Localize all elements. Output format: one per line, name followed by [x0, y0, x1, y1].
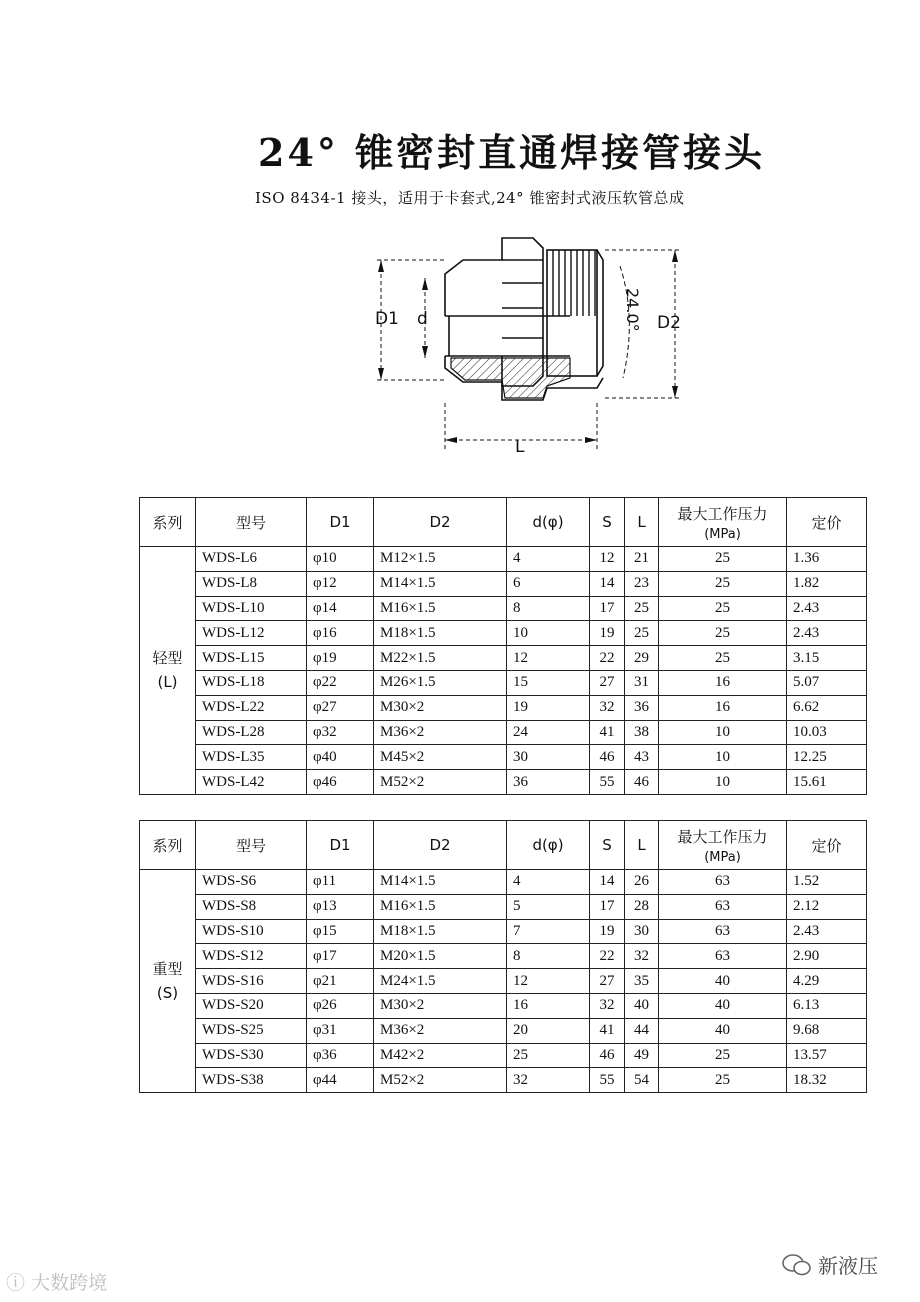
cell-d1: φ40: [307, 745, 374, 770]
cell-s: 22: [590, 944, 625, 969]
cell-s: 12: [590, 547, 625, 572]
table-row: [140, 745, 867, 770]
cell-model: WDS-L18: [196, 670, 307, 695]
table-row: [140, 993, 867, 1018]
cell-d1: φ22: [307, 670, 374, 695]
table-header-row: [140, 498, 867, 547]
cell-d1: φ32: [307, 720, 374, 745]
cell-model: WDS-L8: [196, 571, 307, 596]
cell-l: 46: [625, 770, 659, 795]
cell-model: WDS-L22: [196, 695, 307, 720]
cell-price: 4.29: [787, 969, 867, 994]
cell-model: WDS-S30: [196, 1043, 307, 1068]
cell-d1: φ27: [307, 695, 374, 720]
cell-pressure: 25: [659, 571, 787, 596]
table-row: [140, 646, 867, 671]
series-name: 轻型: [152, 649, 183, 668]
cell-d2: M14×1.5: [374, 870, 507, 895]
cell-price: 2.43: [787, 919, 867, 944]
series-name: 重型: [152, 960, 183, 979]
label-d2: D2: [657, 313, 681, 333]
header-pressure: [659, 821, 787, 870]
table-row: [140, 969, 867, 994]
cell-l: 25: [625, 621, 659, 646]
cell-d2: M36×2: [374, 720, 507, 745]
cell-price: 2.12: [787, 894, 867, 919]
header-d1: D1: [307, 821, 374, 870]
cell-d: 8: [507, 596, 590, 621]
table-row: [140, 571, 867, 596]
cell-s: 14: [590, 571, 625, 596]
page-subtitle: ISO 8434-1 接头，适用于卡套式,24° 锥密封式液压软管总成: [255, 189, 685, 207]
table-row: [140, 670, 867, 695]
cell-d: 8: [507, 944, 590, 969]
cell-model: WDS-S12: [196, 944, 307, 969]
cell-l: 29: [625, 646, 659, 671]
cell-price: 18.32: [787, 1068, 867, 1093]
header-d2: D2: [374, 821, 507, 870]
table-header-row: [140, 821, 867, 870]
cell-d: 4: [507, 547, 590, 572]
cell-d2: M26×1.5: [374, 670, 507, 695]
cell-price: 2.90: [787, 944, 867, 969]
cell-s: 41: [590, 720, 625, 745]
header-model: 型号: [196, 821, 307, 870]
cell-model: WDS-S38: [196, 1068, 307, 1093]
cell-price: 6.62: [787, 695, 867, 720]
cell-price: 12.25: [787, 745, 867, 770]
header-series: 系列: [140, 498, 196, 547]
cell-pressure: 16: [659, 695, 787, 720]
cell-price: 5.07: [787, 670, 867, 695]
cell-model: WDS-S25: [196, 1018, 307, 1043]
cell-d2: M12×1.5: [374, 547, 507, 572]
cell-d2: M30×2: [374, 993, 507, 1018]
cell-d2: M18×1.5: [374, 919, 507, 944]
table-row: [140, 695, 867, 720]
table-row: [140, 1018, 867, 1043]
series-cell: [140, 870, 196, 1093]
cell-d1: φ31: [307, 1018, 374, 1043]
table-row: [140, 894, 867, 919]
cell-pressure: 63: [659, 919, 787, 944]
header-d: d(φ): [507, 498, 590, 547]
header-pressure: [659, 498, 787, 547]
cell-pressure: 10: [659, 770, 787, 795]
cell-price: 13.57: [787, 1043, 867, 1068]
table-row: [140, 870, 867, 895]
cell-price: 1.82: [787, 571, 867, 596]
cell-pressure: 25: [659, 596, 787, 621]
cell-price: 10.03: [787, 720, 867, 745]
cell-l: 23: [625, 571, 659, 596]
cell-s: 41: [590, 1018, 625, 1043]
cell-model: WDS-L10: [196, 596, 307, 621]
cell-price: 2.43: [787, 621, 867, 646]
header-pressure-line2: (MPa): [704, 526, 741, 542]
cell-model: WDS-L6: [196, 547, 307, 572]
cell-d2: M14×1.5: [374, 571, 507, 596]
cell-d: 25: [507, 1043, 590, 1068]
cell-s: 27: [590, 969, 625, 994]
cell-pressure: 63: [659, 870, 787, 895]
cell-l: 44: [625, 1018, 659, 1043]
cell-d: 12: [507, 969, 590, 994]
fitting-drawing: [365, 228, 695, 458]
cell-model: WDS-S10: [196, 919, 307, 944]
cell-d2: M52×2: [374, 770, 507, 795]
cell-price: 1.36: [787, 547, 867, 572]
cell-d: 20: [507, 1018, 590, 1043]
cell-d1: φ11: [307, 870, 374, 895]
cell-d: 6: [507, 571, 590, 596]
cell-d: 32: [507, 1068, 590, 1093]
cell-pressure: 63: [659, 894, 787, 919]
cell-d1: φ17: [307, 944, 374, 969]
cell-d: 30: [507, 745, 590, 770]
header-l: L: [625, 821, 659, 870]
table-row: [140, 1043, 867, 1068]
cell-pressure: 10: [659, 745, 787, 770]
cell-s: 17: [590, 596, 625, 621]
cell-s: 55: [590, 1068, 625, 1093]
header-model: 型号: [196, 498, 307, 547]
cell-d1: φ46: [307, 770, 374, 795]
header-price: 定价: [787, 821, 867, 870]
cell-d1: φ16: [307, 621, 374, 646]
cell-s: 19: [590, 919, 625, 944]
table-row: [140, 547, 867, 572]
watermark-right-text: 新液压: [818, 1254, 878, 1278]
cell-pressure: 25: [659, 621, 787, 646]
label-d: d: [417, 309, 428, 329]
cell-d2: M45×2: [374, 745, 507, 770]
label-angle: 24.0°: [623, 288, 642, 332]
cell-pressure: 63: [659, 944, 787, 969]
cell-d2: M36×2: [374, 1018, 507, 1043]
cell-model: WDS-S20: [196, 993, 307, 1018]
cell-d1: φ26: [307, 993, 374, 1018]
header-d: d(φ): [507, 821, 590, 870]
cell-s: 32: [590, 993, 625, 1018]
cell-s: 14: [590, 870, 625, 895]
cell-pressure: 40: [659, 1018, 787, 1043]
cell-l: 21: [625, 547, 659, 572]
cell-model: WDS-S16: [196, 969, 307, 994]
table-row: [140, 596, 867, 621]
header-price: 定价: [787, 498, 867, 547]
label-d1: D1: [375, 309, 399, 329]
header-series: 系列: [140, 821, 196, 870]
cell-l: 25: [625, 596, 659, 621]
table-row: [140, 720, 867, 745]
cell-d: 5: [507, 894, 590, 919]
cell-d2: M30×2: [374, 695, 507, 720]
cell-model: WDS-L12: [196, 621, 307, 646]
cell-s: 46: [590, 1043, 625, 1068]
cell-d1: φ36: [307, 1043, 374, 1068]
table-row: [140, 944, 867, 969]
header-pressure-line1: 最大工作压力: [677, 827, 768, 846]
cell-d: 15: [507, 670, 590, 695]
cell-d1: φ21: [307, 969, 374, 994]
cell-l: 38: [625, 720, 659, 745]
header-pressure-line1: 最大工作压力: [677, 504, 768, 523]
table-row: [140, 1068, 867, 1093]
cell-pressure: 25: [659, 547, 787, 572]
logo-icon: ⓘ: [6, 1272, 26, 1294]
cell-model: WDS-L15: [196, 646, 307, 671]
table-row: [140, 770, 867, 795]
watermark-left-text: 大数跨境: [31, 1272, 108, 1294]
series-code: (S): [156, 984, 179, 1003]
header-d1: D1: [307, 498, 374, 547]
cell-price: 3.15: [787, 646, 867, 671]
watermark-right: [782, 1250, 878, 1279]
cell-d2: M52×2: [374, 1068, 507, 1093]
cell-d: 7: [507, 919, 590, 944]
table-row: [140, 919, 867, 944]
cell-price: 15.61: [787, 770, 867, 795]
cell-model: WDS-S6: [196, 870, 307, 895]
cell-d: 12: [507, 646, 590, 671]
cell-l: 31: [625, 670, 659, 695]
cell-l: 32: [625, 944, 659, 969]
cell-d2: M22×1.5: [374, 646, 507, 671]
cell-model: WDS-S8: [196, 894, 307, 919]
cell-s: 55: [590, 770, 625, 795]
cell-l: 26: [625, 870, 659, 895]
spec-table-heavy: [139, 820, 867, 1093]
cell-model: WDS-L35: [196, 745, 307, 770]
cell-d1: φ15: [307, 919, 374, 944]
cell-l: 30: [625, 919, 659, 944]
cell-s: 27: [590, 670, 625, 695]
cell-d1: φ10: [307, 547, 374, 572]
cell-l: 40: [625, 993, 659, 1018]
cell-d2: M16×1.5: [374, 596, 507, 621]
label-l: L: [515, 437, 525, 457]
cell-d1: φ19: [307, 646, 374, 671]
watermark-left: [6, 1268, 107, 1295]
cell-d1: φ44: [307, 1068, 374, 1093]
cell-price: 9.68: [787, 1018, 867, 1043]
cell-d: 10: [507, 621, 590, 646]
cell-d2: M20×1.5: [374, 944, 507, 969]
cell-pressure: 16: [659, 670, 787, 695]
cell-d2: M24×1.5: [374, 969, 507, 994]
header-s: S: [590, 821, 625, 870]
cell-pressure: 25: [659, 646, 787, 671]
header-d2: D2: [374, 498, 507, 547]
cell-d2: M18×1.5: [374, 621, 507, 646]
cell-d1: φ13: [307, 894, 374, 919]
cell-s: 22: [590, 646, 625, 671]
table-row: [140, 621, 867, 646]
header-s: S: [590, 498, 625, 547]
cell-pressure: 25: [659, 1068, 787, 1093]
cell-s: 32: [590, 695, 625, 720]
series-code: (L): [157, 673, 178, 692]
cell-price: 2.43: [787, 596, 867, 621]
cell-model: WDS-L28: [196, 720, 307, 745]
series-cell: [140, 547, 196, 795]
cell-d2: M42×2: [374, 1043, 507, 1068]
cell-pressure: 10: [659, 720, 787, 745]
cell-d1: φ14: [307, 596, 374, 621]
cell-l: 36: [625, 695, 659, 720]
cell-d: 16: [507, 993, 590, 1018]
page-title: 24° 锥密封直通焊接管接头: [258, 130, 766, 175]
cell-l: 54: [625, 1068, 659, 1093]
cell-d: 4: [507, 870, 590, 895]
cell-l: 28: [625, 894, 659, 919]
header-l: L: [625, 498, 659, 547]
cell-model: WDS-L42: [196, 770, 307, 795]
cell-pressure: 40: [659, 993, 787, 1018]
cell-d2: M16×1.5: [374, 894, 507, 919]
cell-d: 36: [507, 770, 590, 795]
cell-pressure: 40: [659, 969, 787, 994]
cell-d: 24: [507, 720, 590, 745]
cell-price: 1.52: [787, 870, 867, 895]
wechat-icon: [782, 1254, 812, 1276]
cell-l: 49: [625, 1043, 659, 1068]
cell-l: 43: [625, 745, 659, 770]
cell-s: 46: [590, 745, 625, 770]
spec-table-light: [139, 497, 867, 795]
cell-s: 17: [590, 894, 625, 919]
cell-l: 35: [625, 969, 659, 994]
cell-s: 19: [590, 621, 625, 646]
cell-d: 19: [507, 695, 590, 720]
cell-pressure: 25: [659, 1043, 787, 1068]
cell-price: 6.13: [787, 993, 867, 1018]
header-pressure-line2: (MPa): [704, 849, 741, 865]
cell-d1: φ12: [307, 571, 374, 596]
